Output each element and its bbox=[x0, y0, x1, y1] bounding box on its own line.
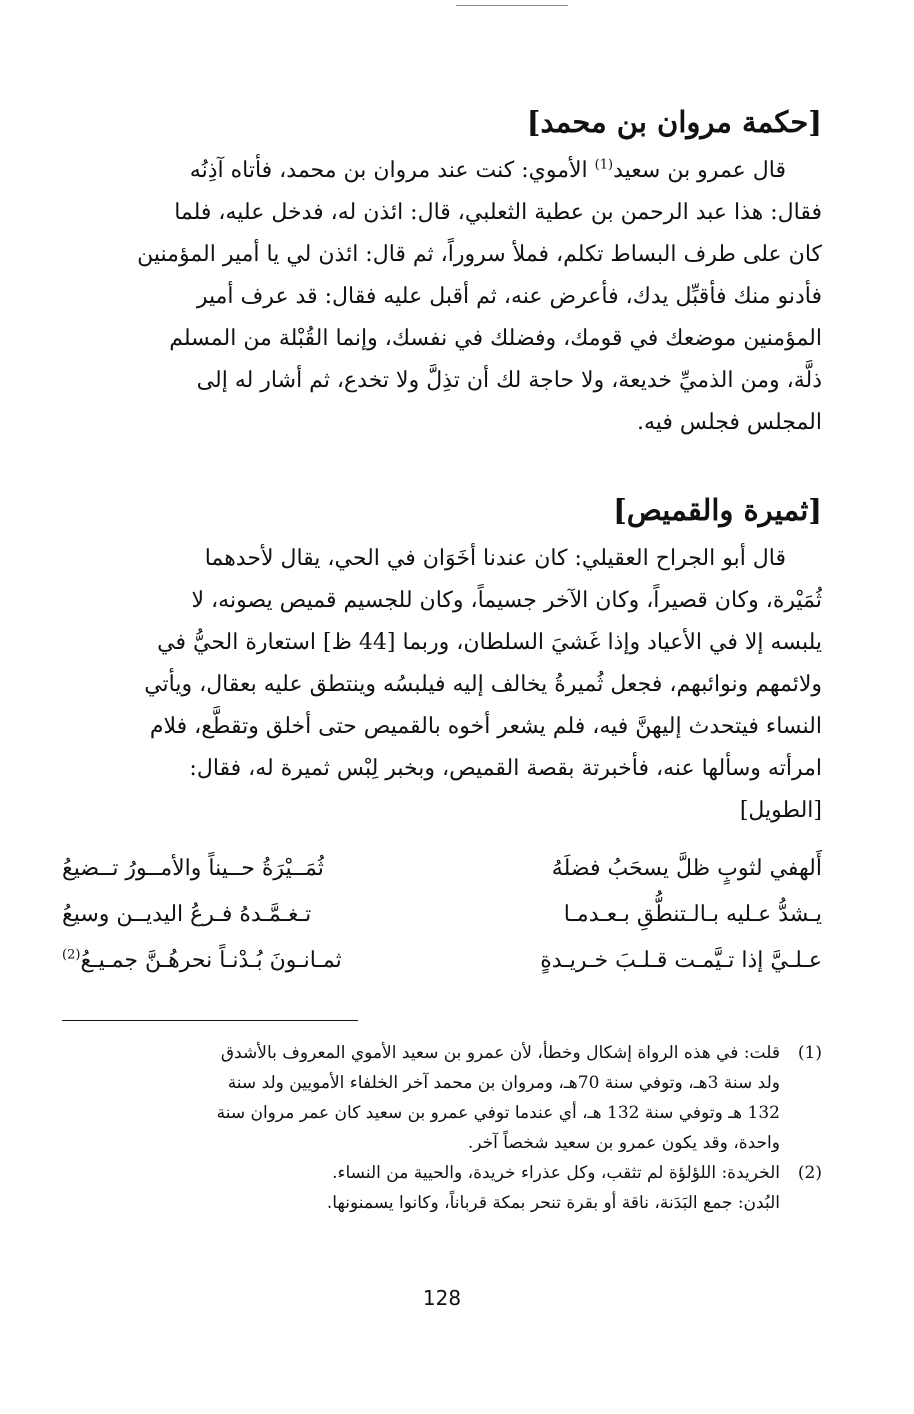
verse bbox=[62, 938, 822, 984]
footnote-1 bbox=[62, 1038, 822, 1158]
paragraph-line: قال أبو الجراح العقيلي: كان عندنا أخَوَان في الحي، يقال لأحدهما bbox=[204, 546, 786, 571]
meter-label: [الطويل] bbox=[739, 798, 822, 823]
verse-second-hemistich: تـغـمَّـدهُ فـرعُ اليديــن وسيعُ bbox=[62, 902, 312, 927]
verse-first-hemistich: يـشدُّ عـليه بـالـتنطُّقِ بـعـدمـا bbox=[563, 902, 822, 927]
footnote-body bbox=[62, 1038, 780, 1158]
paragraph-line: فقال: هذا عبد الرحمن بن عطية الثعلبي، قال: ائذن له، فدخل عليه، فلما bbox=[174, 200, 822, 225]
footnote-line: قلت: في هذه الرواة إشكال وخطأ، لأن عمرو بن سعيد الأموي المعروف بالأشدق bbox=[220, 1043, 780, 1063]
verse-first-hemistich: عـلـيَّ إذا تـيَّمـت قـلـبَ خـريـدةٍ bbox=[540, 948, 822, 973]
paragraph-line: ولائمهم ونوائبهم، فجعل ثُميرةُ يخالف إليه فيلبسُه وينتطق عليه بعقال، ويأتي bbox=[144, 672, 822, 697]
paragraph-line: النساء فيتحدث إليهنَّ فيه، فلم يشعر أخوه بالقميص حتى أخلق وتقطَّع، فلام bbox=[149, 714, 822, 739]
footnote-line: ولد سنة 3هـ، وتوفي سنة 70هـ، ومروان بن محمد آخر الخلفاء الأمويين ولد سنة bbox=[227, 1073, 780, 1093]
paragraph-marwan bbox=[62, 150, 822, 444]
section-heading-thumayra: [ثميرة والقميص] bbox=[613, 493, 822, 527]
verse-second-hemistich: ثمـانـونَ بُـدْنـاً نحرهُـنَّ جمـيـعُ$^{(2)}$ bbox=[62, 947, 342, 973]
paragraph-line: فأدنو منك فأقبِّل يدك، فأعرض عنه، ثم أقبل عليه فقال: قد عرف أمير bbox=[196, 284, 822, 309]
footnote-line: الخريدة: اللؤلؤة لم تثقب، وكل عذراء خريدة، والحيية من النساء. bbox=[332, 1163, 780, 1183]
footnote-number: (1) bbox=[797, 1043, 822, 1063]
footnote-2 bbox=[62, 1158, 822, 1218]
footnote-line: 132 هـ وتوفي سنة 132 هـ، أي عندما توفي عمرو بن سعيد كان عمر مروان سنة bbox=[216, 1103, 780, 1123]
paragraph-line: كان على طرف البساط تكلم، فملأ سروراً، ثم قال: ائذن لي يا أمير المؤمنين bbox=[137, 242, 822, 267]
footnote-ref[interactable]: (1) bbox=[594, 157, 614, 173]
page-number: 128 bbox=[422, 1286, 462, 1310]
paragraph-line: قال عمرو بن سعيد$^{(1)}$ الأموي: كنت عند مروان بن محمد، فأتاه آذِنُه bbox=[189, 157, 786, 183]
paragraph-thumayra bbox=[62, 538, 822, 832]
book-page bbox=[62, 0, 822, 1414]
paragraph-line: ثُمَيْرة، وكان قصيراً، وكان الآخر جسيماً، وكان للجسيم قميص يصونه، لا bbox=[191, 588, 822, 613]
paragraph-line: يلبسه إلا في الأعياد وإذا غَشيَ السلطان، وربما [44 ظ] استعارة الحيُّ في bbox=[157, 630, 822, 655]
verse bbox=[62, 892, 822, 938]
footnote-line: واحدة، وقد يكون عمرو بن سعيد شخصاً آخر. bbox=[467, 1133, 780, 1153]
poem bbox=[62, 846, 822, 984]
footnotes bbox=[62, 1038, 822, 1218]
footnote-body bbox=[62, 1158, 780, 1218]
footnote-line: البُدن: جمع البَدَنة، ناقة أو بقرة تنحر بمكة قرباناً، وكانوا يسمنونها. bbox=[326, 1193, 780, 1213]
paragraph-line: المجلس فجلس فيه. bbox=[636, 410, 822, 435]
section-heading-marwan: [حكمة مروان بن محمد] bbox=[526, 105, 822, 139]
footnote-ref[interactable]: (2) bbox=[62, 947, 81, 963]
footnote-number: (2) bbox=[797, 1163, 822, 1183]
footnote-separator bbox=[62, 1020, 358, 1021]
verse bbox=[62, 846, 822, 892]
verse-second-hemistich: ثُمَــيْرَةُ حــيناً والأمــورُ تــضيعُ bbox=[62, 856, 324, 881]
paragraph-line: ذلَّة، ومن الذميِّ خديعة، ولا حاجة لك أن تذِلَّ ولا تخدع، ثم أشار له إلى bbox=[196, 368, 822, 393]
paragraph-line: المؤمنين موضعك في قومك، وفضلك في نفسك، وإنما القُبْلة من المسلم bbox=[169, 326, 822, 351]
paragraph-line: امرأته وسألها عنه، فأخبرتة بقصة القميص، وبخبر لِبْس ثميرة له، فقال: bbox=[189, 756, 822, 781]
verse-first-hemistich: أَلهفي لثوبٍ ظلَّ يسحَبُ فضلَهُ bbox=[551, 856, 822, 881]
